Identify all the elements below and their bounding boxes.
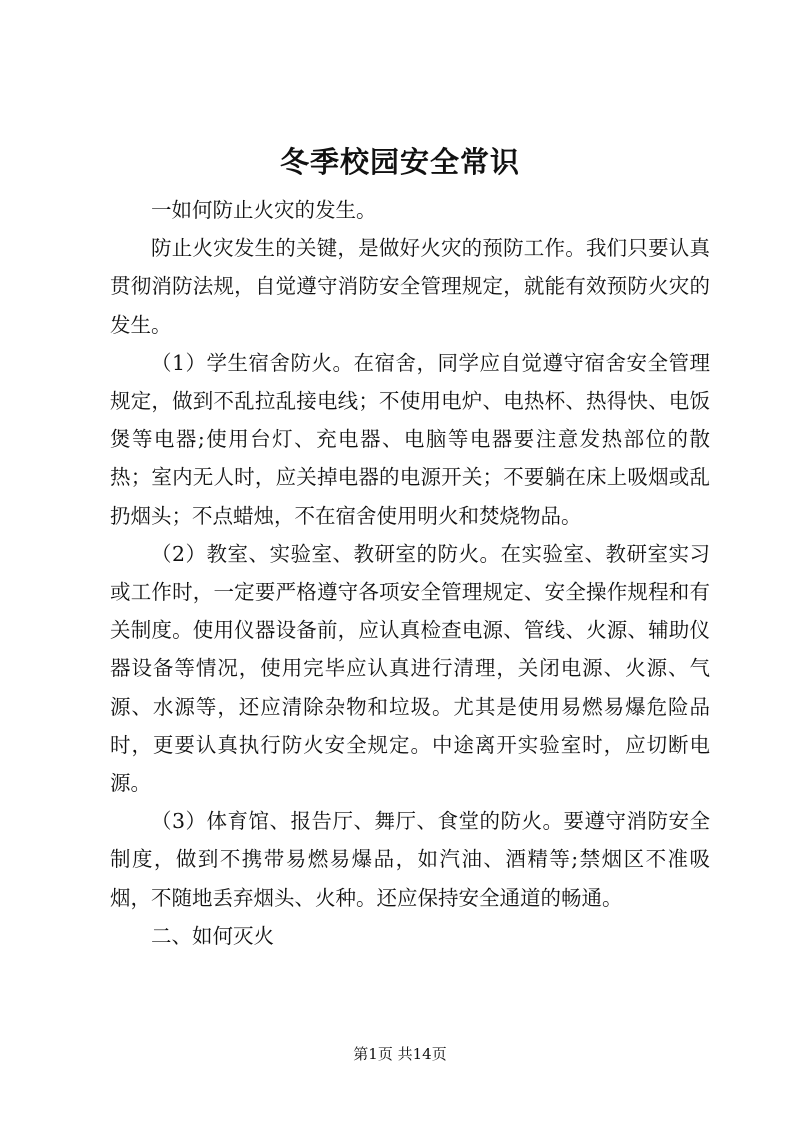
document-body — [110, 191, 710, 955]
paragraph-section-two-heading: 二、如何灭火 — [151, 923, 274, 948]
paragraph-section-one-heading: 一如何防止火灾的发生。 — [151, 198, 377, 222]
paragraph-dormitory-fire-prevention: （1）学生宿舍防火。在宿舍，同学应自觉遵守宿舍安全管理规定，做到不乱拉乱接电线；不使用电炉、电热杯、热得快、电饭煲等电器;使用台灯、充电器、电脑等电器要注意发热部位的散热；室内无人时，应关掉电器的电源开关；不要躺在床上吸烟或乱扔烟头；不点蜡烛，不在宿舍使用明火和焚烧物品。 — [110, 350, 710, 528]
paragraph-public-venue-fire-prevention: （3）体育馆、报告厅、舞厅、食堂的防火。要遵守消防安全制度，做到不携带易燃易爆品，如汽油、酒精等;禁烟区不准吸烟，不随地丢弃烟头、火种。还应保持安全通道的畅通。 — [110, 809, 710, 910]
paragraph-fire-prevention-key: 防止火灾发生的关键，是做好火灾的预防工作。我们只要认真贯彻消防法规，自觉遵守消防安全管理规定，就能有效预防火灾的发生。 — [110, 236, 710, 337]
page-number-footer: 第1页 共14页 — [353, 1045, 447, 1063]
paragraph-classroom-lab-fire-prevention: （2）教室、实验室、教研室的防火。在实验室、教研室实习或工作时，一定要严格遵守各项安全管理规定、安全操作规程和有关制度。使用仪器设备前，应认真检查电源、管线、火源、辅助仪器设备等情况，使用完毕应认真进行清理，关闭电源、火源、气源、水源等，还应清除杂物和垃圾。尤其是使用易燃易爆危险品时，更要认真执行防火安全规定。中途离开实验室时，应切断电源。 — [110, 541, 710, 796]
page-title: 冬季校园安全常识 — [279, 145, 520, 179]
